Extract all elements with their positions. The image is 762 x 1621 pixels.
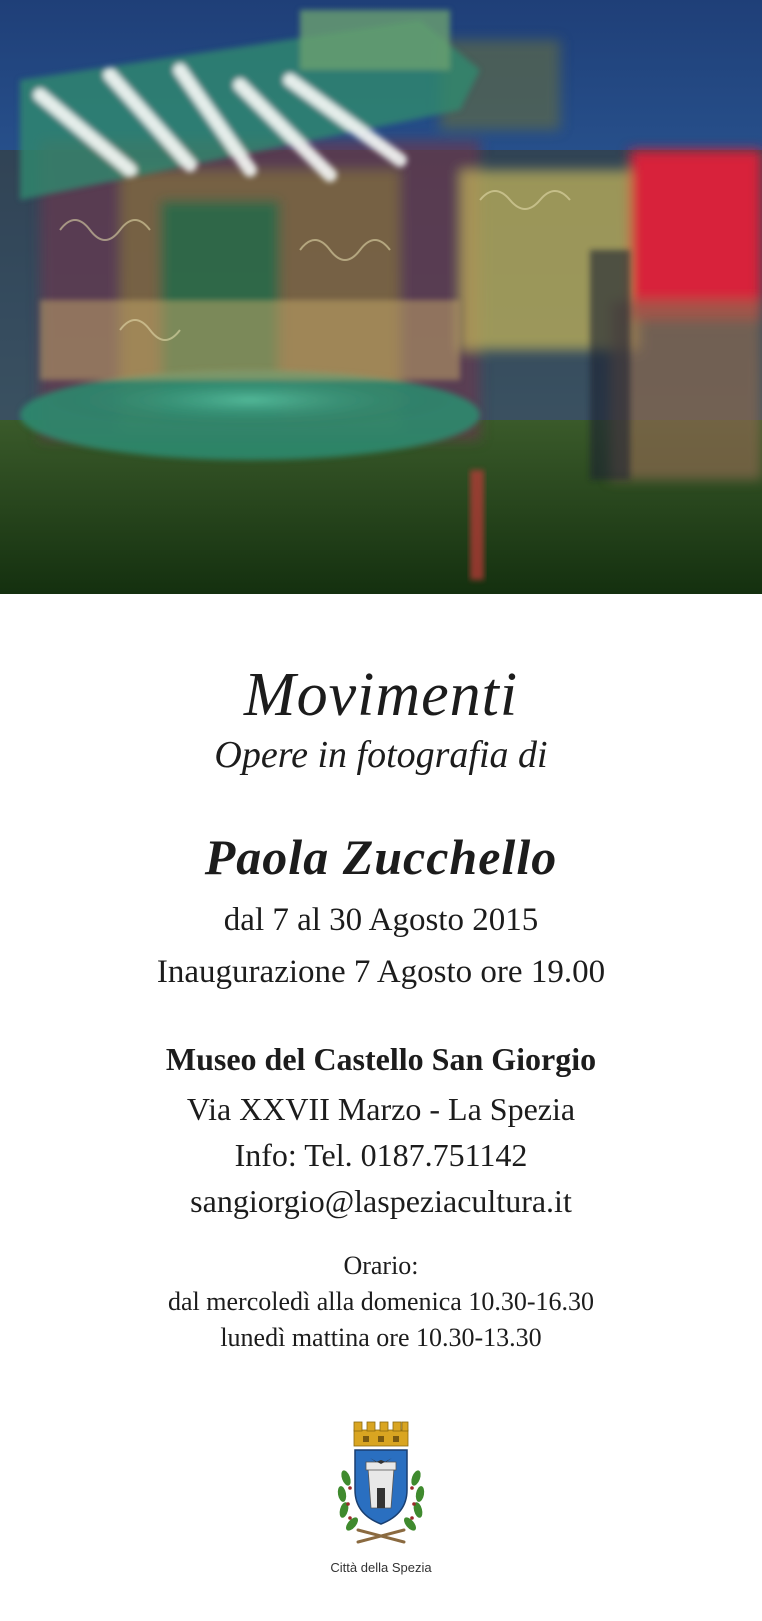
- artist-name: Paola Zucchello: [204, 829, 558, 885]
- hours-line-2: lunedì mattina ore 10.30-13.30: [220, 1323, 542, 1352]
- exhibition-subtitle: Opere in fotografia di: [214, 734, 548, 776]
- exhibition-dates: dal 7 al 30 Agosto 2015: [223, 902, 539, 938]
- exhibition-title: Movimenti: [243, 661, 519, 729]
- city-crest-icon: [328, 1418, 434, 1554]
- venue-email: sangiorgio@laspeziacultura.it: [190, 1183, 572, 1219]
- crest-caption: Città della Spezia: [330, 1560, 432, 1575]
- hours-label: Orario:: [343, 1251, 419, 1280]
- venue-phone: Info: Tel. 0187.751142: [234, 1137, 528, 1173]
- opening-time: Inaugurazione 7 Agosto ore 19.00: [156, 954, 606, 990]
- venue-address: Via XXVII Marzo - La Spezia: [186, 1091, 576, 1127]
- venue-name: Museo del Castello San Giorgio: [165, 1041, 597, 1077]
- hours-line-1: dal mercoledì alla domenica 10.30-16.30: [168, 1287, 594, 1316]
- carousel-photo: [0, 0, 762, 594]
